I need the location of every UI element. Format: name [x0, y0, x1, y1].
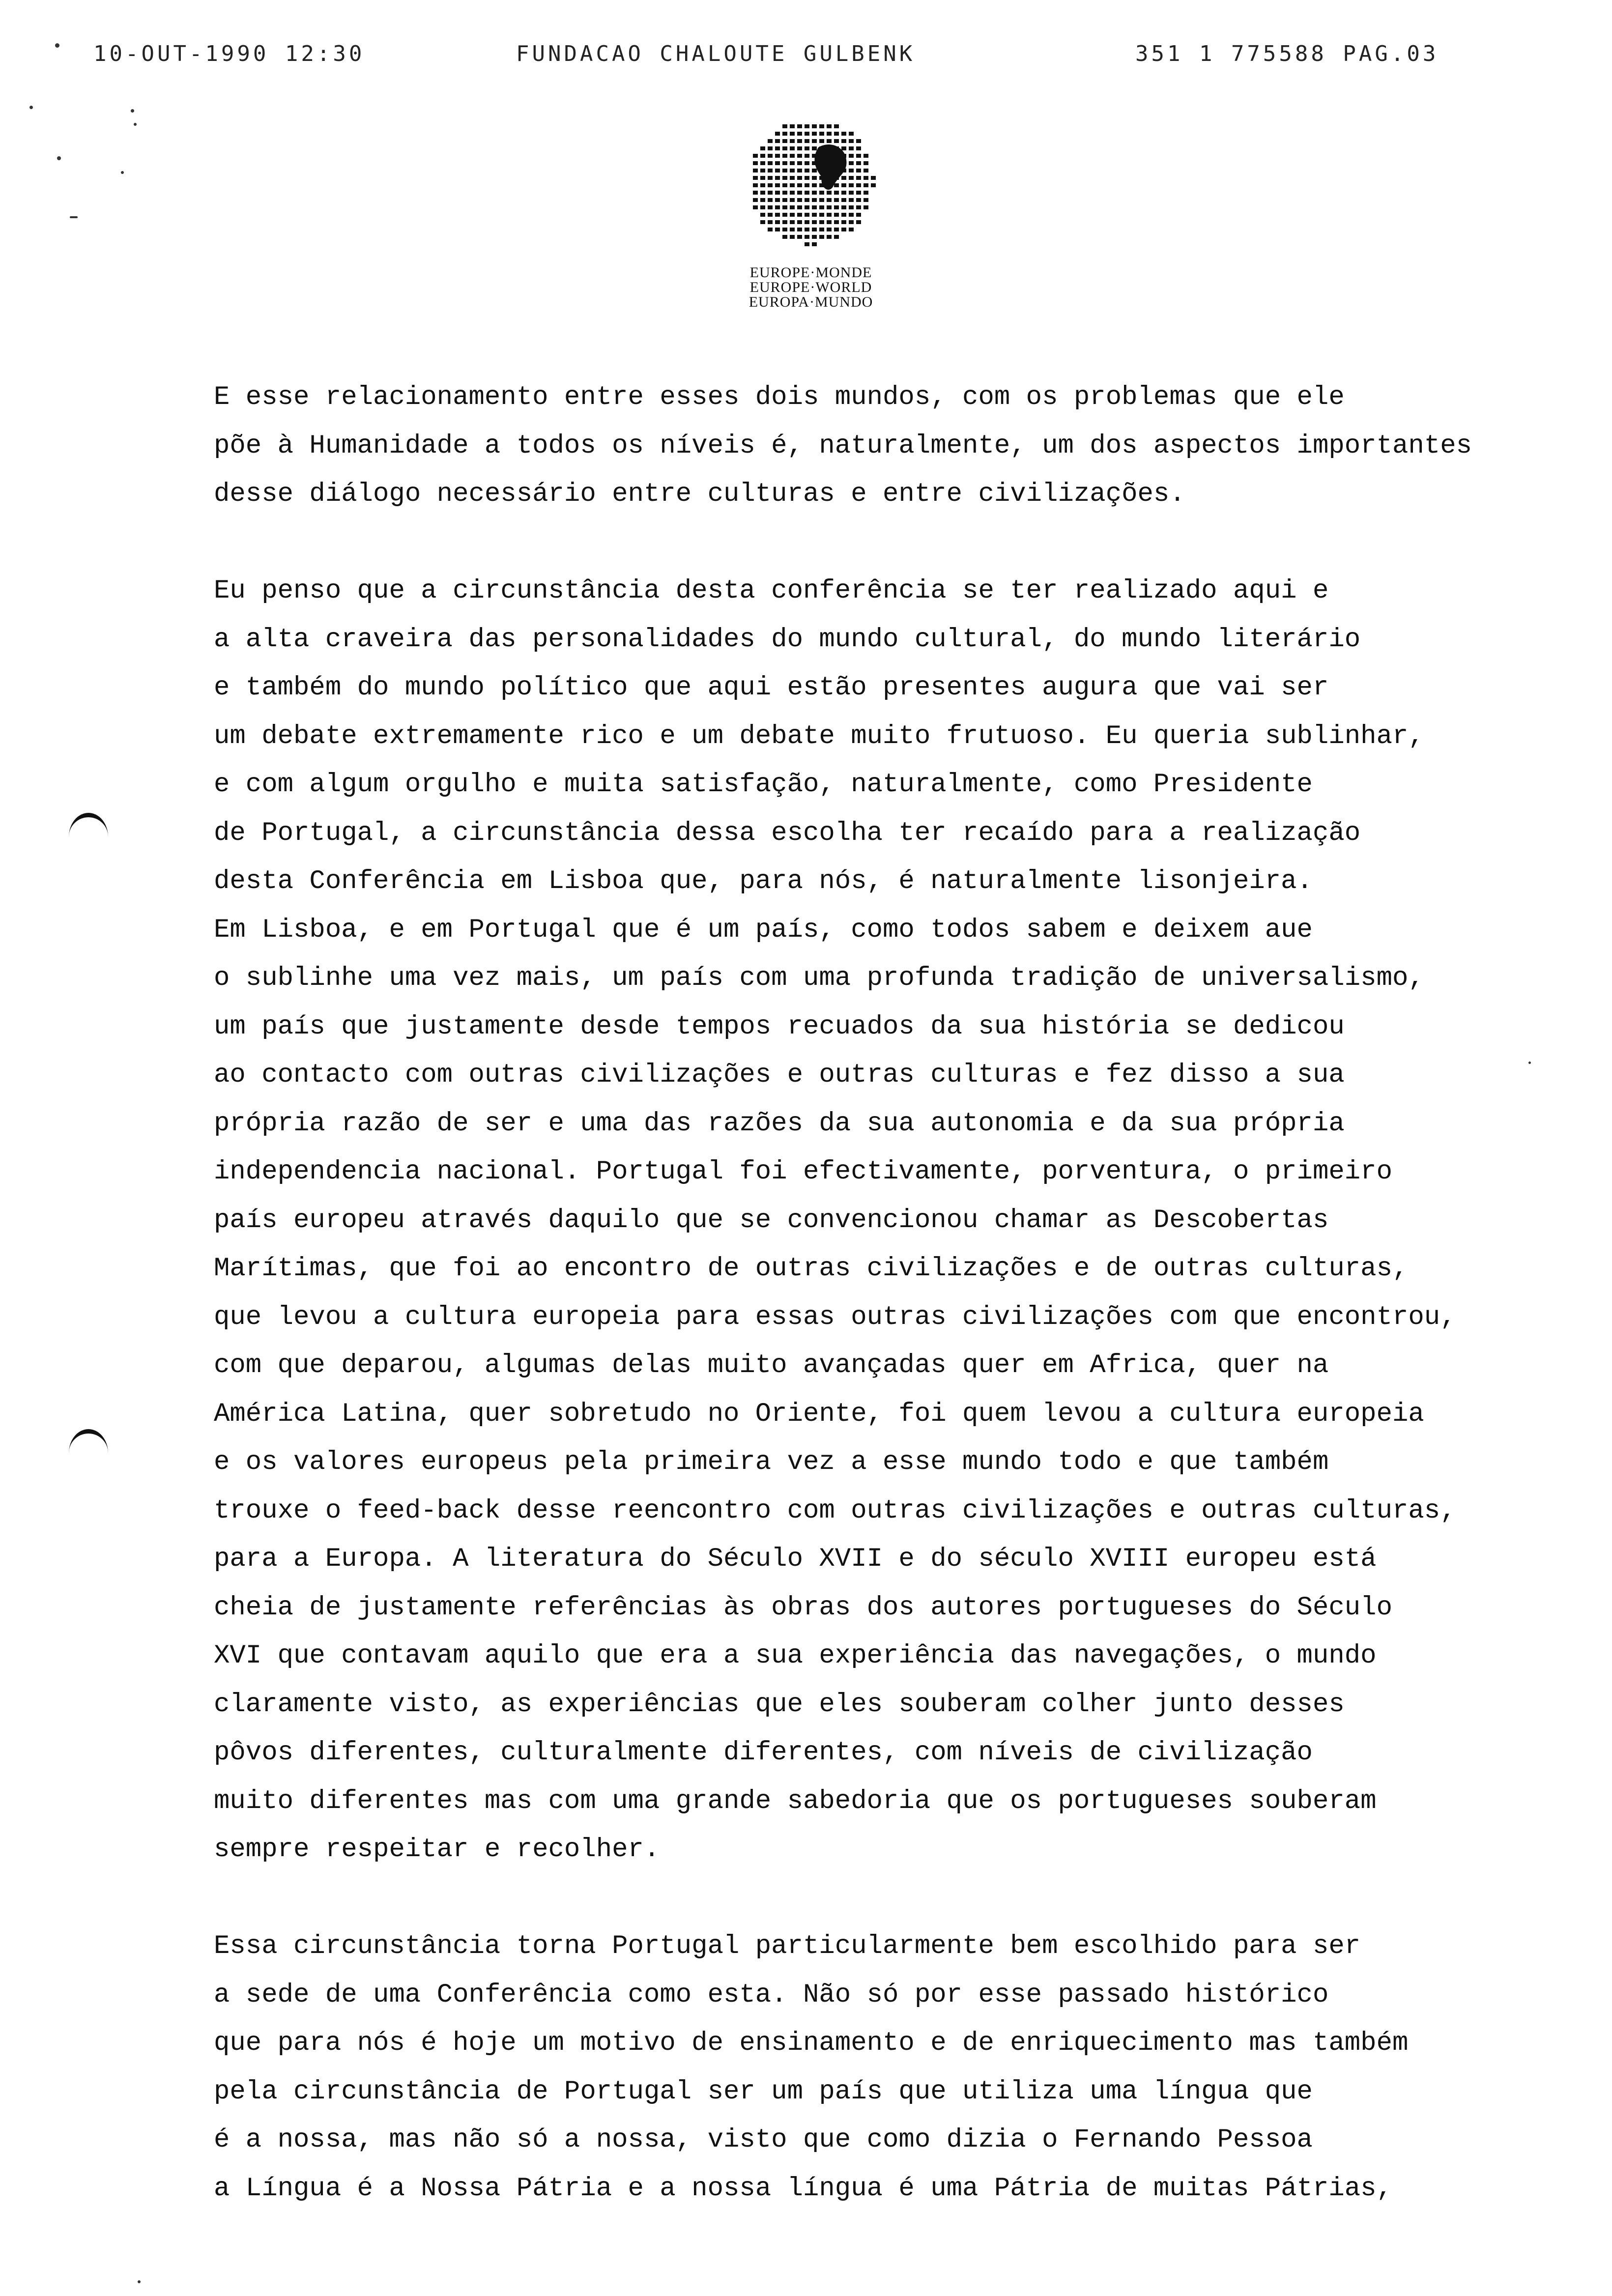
- text-line: XVI que contavam aquilo que era a sua experiência das navegações, o mundo: [214, 1641, 1377, 1671]
- text-line: ao contacto com outras civilizações e outras culturas e fez disso a sua: [214, 1060, 1345, 1090]
- binder-hole-mark: [69, 1429, 108, 1453]
- paragraph-gap: [214, 1874, 1531, 1923]
- scan-speck: [29, 106, 33, 109]
- text-line: e com algum orgulho e muita satisfação, naturalmente, como Presidente: [214, 770, 1313, 800]
- text-line: país europeu através daquilo que se convencionou chamar as Descobertas: [214, 1205, 1329, 1235]
- text-line: que levou a cultura europeia para essas outras civilizações com que encontrou,: [214, 1302, 1456, 1332]
- text-line: cheia de justamente referências às obras dos autores portugueses do Século: [214, 1592, 1392, 1623]
- scan-speck: [131, 109, 134, 113]
- text-line: com que deparou, algumas delas muito avançadas quer em Africa, quer na: [214, 1350, 1329, 1380]
- paragraph: [214, 567, 1531, 1874]
- text-line: E esse relacionamento entre esses dois mundos, com os problemas que ele: [214, 382, 1345, 412]
- paragraph: [214, 373, 1531, 519]
- logo-line-3: EUROPA·MUNDO: [748, 294, 873, 310]
- text-line: a Língua é a Nossa Pátria e a nossa língua é uma Pátria de muitas Pátrias,: [214, 2173, 1392, 2204]
- text-line: desse diálogo necessário entre culturas e entre civilizações.: [214, 479, 1185, 509]
- logo-caption: [732, 265, 890, 310]
- text-line: Essa circunstância torna Portugal particularmente bem escolhido para ser: [214, 1931, 1361, 1961]
- text-line: para a Europa. A literatura do Século XVII e do século XVIII europeu está: [214, 1544, 1377, 1574]
- scan-speck: [70, 216, 78, 218]
- scan-speck: [134, 123, 137, 126]
- text-line: desta Conferência em Lisboa que, para nós, é naturalmente lisonjeira.: [214, 866, 1313, 896]
- binder-hole-mark: [69, 813, 108, 837]
- fax-sender-name: FUNDACAO CHALOUTE GULBENK: [516, 41, 916, 66]
- paragraph-gap: [214, 519, 1531, 568]
- globe-dot-icon: [732, 113, 890, 260]
- text-line: Marítimas, que foi ao encontro de outras civilizações e de outras culturas,: [214, 1254, 1409, 1284]
- text-line: própria razão de ser e uma das razões da sua autonomia e da sua própria: [214, 1108, 1345, 1139]
- scan-speck: [138, 2280, 141, 2283]
- text-line: um debate extremamente rico e um debate muito frutuoso. Eu queria sublinhar,: [214, 721, 1424, 751]
- europe-world-logo: [732, 113, 890, 319]
- text-line: é a nossa, mas não só a nossa, visto que como dizia o Fernando Pessoa: [214, 2125, 1313, 2155]
- text-line: muito diferentes mas com uma grande sabedoria que os portugueses souberam: [214, 1786, 1377, 1816]
- text-line: sempre respeitar e recolher.: [214, 1835, 660, 1865]
- text-line: põe à Humanidade a todos os níveis é, naturalmente, um dos aspectos importantes: [214, 430, 1472, 461]
- text-line: a sede de uma Conferência como esta. Não só por esse passado histórico: [214, 1980, 1329, 2010]
- text-line: pôvos diferentes, culturalmente diferentes, com níveis de civilização: [214, 1738, 1313, 1768]
- logo-line-2: EUROPE·WORLD: [749, 279, 872, 295]
- fax-date-time: 10-OUT-1990 12:30: [93, 41, 365, 66]
- letter-body: [214, 373, 1531, 2213]
- text-line: independencia nacional. Portugal foi efectivamente, porventura, o primeiro: [214, 1157, 1392, 1187]
- text-line: o sublinhe uma vez mais, um país com uma profunda tradição de universalismo,: [214, 963, 1424, 993]
- fax-transmission-header: [93, 41, 1460, 71]
- text-line: trouxe o feed-back desse reencontro com outras civilizações e outras culturas,: [214, 1495, 1456, 1526]
- text-line: Eu penso que a circunstância desta conferência se ter realizado aqui e: [214, 576, 1329, 606]
- text-line: a alta craveira das personalidades do mundo cultural, do mundo literário: [214, 624, 1361, 655]
- text-line: e os valores europeus pela primeira vez a esse mundo todo e que também: [214, 1447, 1329, 1477]
- text-line: América Latina, quer sobretudo no Oriente, foi quem levou a cultura europeia: [214, 1399, 1424, 1429]
- text-line: pela circunstância de Portugal ser um país que utiliza uma língua que: [214, 2076, 1313, 2107]
- text-line: que para nós é hoje um motivo de ensinamento e de enriquecimento mas também: [214, 2028, 1409, 2058]
- text-line: Em Lisboa, e em Portugal que é um país, como todos sabem e deixem aue: [214, 915, 1313, 945]
- logo-line-1: EUROPE·MONDE: [749, 264, 872, 281]
- text-line: e também do mundo político que aqui estão presentes augura que vai ser: [214, 673, 1329, 703]
- scan-speck: [57, 156, 61, 160]
- text-line: de Portugal, a circunstância dessa escolha ter recaído para a realização: [214, 818, 1361, 848]
- text-line: claramente visto, as experiências que eles souberam colher junto desses: [214, 1689, 1345, 1720]
- scan-speck: [55, 43, 59, 48]
- scan-speck: [121, 171, 124, 174]
- paragraph: [214, 1923, 1531, 2213]
- text-line: um país que justamente desde tempos recuados da sua história se dedicou: [214, 1011, 1345, 1042]
- fax-number-page: 351 1 775588 PAG.03: [1135, 41, 1439, 66]
